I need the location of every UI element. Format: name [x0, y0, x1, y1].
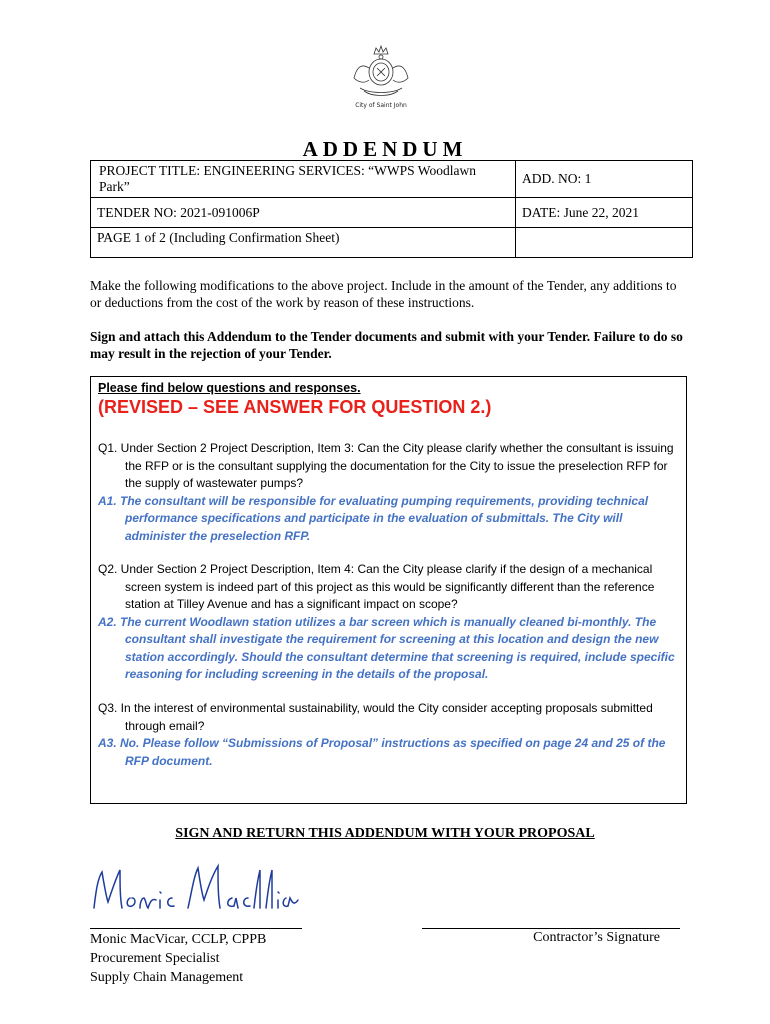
sign-return-notice: SIGN AND RETURN THIS ADDENDUM WITH YOUR PROPOSAL	[175, 826, 595, 841]
signature-line-contractor	[422, 928, 680, 929]
questions-responses-box	[90, 376, 687, 804]
intro-paragraph: Make the following modifications to the above project. Include in the amount of the Tender, any additions to or deductions from the cost of the work by reason of these instructions.	[90, 278, 677, 310]
document-title: ADDENDUM	[302, 137, 468, 161]
signatory-title: Procurement Specialist	[90, 951, 220, 966]
project-title: PROJECT TITLE: ENGINEERING SERVICES: “WWPS Woodlawn Park”	[99, 163, 476, 194]
answer-1: A1. The consultant will be responsible for evaluating pumping requirements, providing technical performance specifications and participate in the evaluation of submittals. The City will administer the preselection RFP.	[98, 493, 649, 543]
revised-notice: (REVISED – SEE ANSWER FOR QUESTION 2.)	[98, 397, 492, 417]
date-cell: DATE: June 22, 2021	[516, 198, 693, 228]
qa-item-2	[98, 561, 683, 684]
seal-caption: City of Saint John	[355, 102, 407, 109]
qa-item-3	[98, 700, 683, 770]
answer-2: A2. The current Woodlawn station utilizes a bar screen which is manually cleaned bi-monthly. The consultant shall investigate the requirement for screening at this location and design the new station accordingly. Should the consultant determine that screening is required, include specific reasoning for including screening in the details of the proposal.	[98, 614, 675, 681]
contractor-signature-label: Contractor’s Signature	[533, 930, 660, 945]
signatory-department: Supply Chain Management	[90, 970, 244, 985]
signatory-name: Monic MacVicar, CCLP, CPPB	[90, 932, 267, 947]
handwritten-signature	[88, 860, 303, 920]
empty-cell	[516, 228, 693, 258]
question-2: Q2. Under Section 2 Project Description, Item 4: Can the City please clarify if the design of a mechanical screen system is indeed part of this project as this would be significantly different than the reference station at Tilley Avenue and has a significant impact on scope?	[98, 562, 655, 611]
add-no-cell: ADD. NO: 1	[516, 161, 693, 198]
addendum-header-table	[90, 160, 693, 258]
question-1: Q1. Under Section 2 Project Description, Item 3: Can the City please clarify whether the consultant is issuing the RFP or is the consultant supplying the documentation for the City to issue the preselection RFP for the supply of wastewater pumps?	[98, 441, 674, 490]
qa-item-1	[98, 440, 683, 545]
page-count-cell: PAGE 1 of 2 (Including Confirmation Sheet)	[91, 228, 516, 258]
question-3: Q3. In the interest of environmental sustainability, would the City consider accepting proposals submitted through email?	[98, 701, 653, 733]
answer-3: A3. No. Please follow “Submissions of Proposal” instructions as specified on page 24 and 25 of the RFP document.	[98, 736, 666, 768]
city-seal-logo	[350, 44, 412, 102]
signature-line-issuer	[90, 928, 302, 929]
instructions-paragraph: Sign and attach this Addendum to the Tender documents and submit with your Tender. Failure to do so may result in the rejection of your Tender.	[90, 329, 683, 361]
qa-heading: Please find below questions and responses.	[98, 381, 361, 395]
project-title-cell	[91, 161, 516, 198]
tender-no-cell: TENDER NO: 2021-091006P	[91, 198, 516, 228]
signatory-block	[90, 930, 266, 987]
